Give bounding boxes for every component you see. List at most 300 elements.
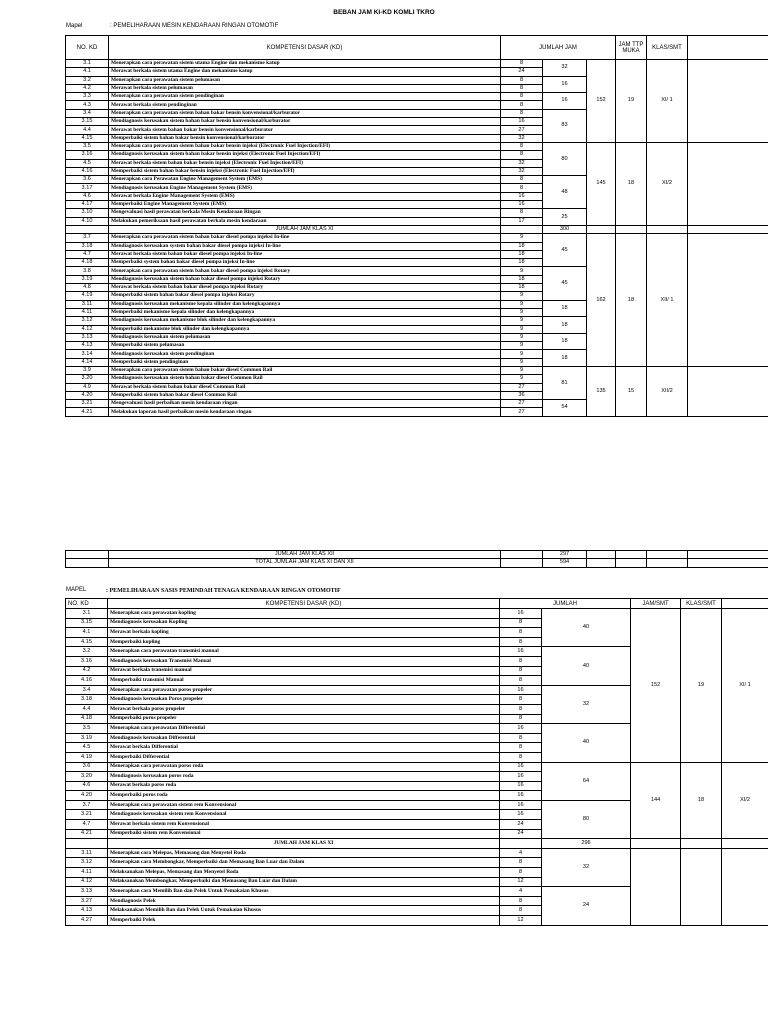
group-hours: 83 <box>543 109 587 142</box>
kd-number: 4.5 <box>66 159 109 167</box>
group-hours: 48 <box>543 176 587 209</box>
mapel-value: : PEMELIHARAAN MESIN KENDARAAN RINGAN OTOMOTIF <box>110 23 279 29</box>
kd-hours: 17 <box>501 217 543 225</box>
kd-description: Menerapkan cara perawatan sistem utama Engine dan mekanisme katup <box>109 60 501 68</box>
kd-hours: 9 <box>501 375 543 383</box>
total-label-klas-xii: JUMLAH JAM KLAS XII <box>109 551 501 559</box>
kd-hours: 18 <box>501 242 543 250</box>
kd-description: Merawat berkala sistem rem Konvensional <box>108 820 500 830</box>
table-row <box>66 60 768 68</box>
subtotal-row <box>66 225 768 233</box>
kd-description: Merawat berkala sistem pendinginan <box>109 101 501 109</box>
subtotal-label: JUMLAH JAM KLAS XI <box>108 839 500 849</box>
kd-description: Memperbaiki mekanisme blok silinder dan kelengkapannya <box>109 325 501 333</box>
ttp-hours: 15 <box>616 366 647 416</box>
kd-hours: 27 <box>501 383 543 391</box>
kd-number: 4.13 <box>66 906 108 916</box>
kd-hours: 24 <box>500 829 542 839</box>
kd-description: Mendiagnosis kerusakan mekanisme kepala silinder dan kelengkapannya <box>109 300 501 308</box>
kd-number: 3.19 <box>66 733 108 743</box>
group-hours: 40 <box>542 724 631 762</box>
kd-hours: 16 <box>500 609 542 619</box>
group-hours: 81 <box>543 366 587 399</box>
kd-description: Menerapkan cara Perawatan Engine Management System (EMS) <box>109 176 501 184</box>
header-kompetensi-dasar-2: KOMPETENSI DASAR (KD) <box>108 599 500 609</box>
kd-hours: 16 <box>500 647 542 657</box>
kd-number: 4.4 <box>66 126 109 134</box>
kd-description: Memperbaiki sistem bahan bakar bensin injeksi (Electronic Fuel Injection/EFI) <box>109 167 501 175</box>
group-hours: 18 <box>543 350 587 367</box>
kd-hours: 9 <box>501 358 543 366</box>
header-jam-ttp-muka: JAM TTP MUKA <box>616 36 647 60</box>
kd-number: 4.21 <box>66 829 108 839</box>
header-no-kd-2: NO. KD <box>66 599 108 609</box>
kd-description: Merawat berkala sistem bahan bakar diesel pompa injeksi Rotary <box>109 284 501 292</box>
kd-hours: 8 <box>500 628 542 638</box>
kd-number: 3.7 <box>66 800 108 810</box>
kd-number: 3.7 <box>66 234 109 242</box>
grand-total-value: 594 <box>543 559 587 567</box>
kd-description: Melakukan laporan hasil perbaikan mesin kendaraan ringan <box>109 408 501 416</box>
kd-description: Merawat berkala transmisi manual <box>108 666 500 676</box>
kd-description: Melaksanakan Memilih Ban dan Pelek Untuk Pemakaian Khusus <box>108 906 500 916</box>
group-hours: 45 <box>543 234 587 267</box>
table-row <box>66 234 768 242</box>
kd-number: 3.18 <box>66 242 109 250</box>
kd-number: 4.14 <box>66 358 109 366</box>
kd-hours: 16 <box>500 724 542 734</box>
header-klas-smt-2: KLAS/SMT <box>681 599 722 609</box>
kd-number: 3.5 <box>66 724 108 734</box>
table-row <box>66 762 768 772</box>
semester-total: 135 <box>587 366 616 416</box>
kd-number: 4.20 <box>66 791 108 801</box>
mapel-label-2: MAPEL <box>66 587 87 593</box>
kd-hours: 9 <box>501 292 543 300</box>
kd-hours: 18 <box>501 250 543 258</box>
kd-description: Memperbaiki sistem rem Konvensional <box>108 829 500 839</box>
kd-description: Memperbaiki sistem bahan bakar diesel Common Rail <box>109 391 501 399</box>
kd-hours: 16 <box>501 192 543 200</box>
kd-description: Mendiagnosis Pelek <box>108 896 500 906</box>
kd-number: 3.20 <box>66 375 109 383</box>
kd-description: Menerapkan cara perawatan poros propeler <box>108 685 500 695</box>
kd-hours: 8 <box>500 896 542 906</box>
header-jumlah-jam: JUMLAH JAM <box>501 36 616 60</box>
kd-description: Merawat berkala kopling <box>108 628 500 638</box>
kd-hours: 8 <box>501 84 543 92</box>
header-empty <box>688 36 768 60</box>
kd-hours: 9 <box>501 308 543 316</box>
kd-number: 4.19 <box>66 292 109 300</box>
kd-number: 3.6 <box>66 176 109 184</box>
kd-description: Menerapkan cara perawatan sistem pelumasan <box>109 76 501 84</box>
kd-table-mesin <box>65 35 768 417</box>
kd-description: Memperbaiki poros propeler <box>108 714 500 724</box>
kd-hours: 9 <box>501 366 543 374</box>
kd-number: 4.6 <box>66 192 109 200</box>
kd-number: 4.20 <box>66 391 109 399</box>
group-hours: 18 <box>543 300 587 317</box>
klas-smt: XI/2 <box>647 142 688 225</box>
kd-number: 4.21 <box>66 408 109 416</box>
kd-number: 3.18 <box>66 695 108 705</box>
kd-hours: 9 <box>501 267 543 275</box>
kd-description: Mendiagnosis kerusakan sistem bahan bakar bensin konvensional/karburator <box>109 118 501 126</box>
group-hours: 32 <box>543 60 587 77</box>
kd-description: Merawat berkala poros roda <box>108 781 500 791</box>
kd-hours: 16 <box>500 762 542 772</box>
kd-description: Mendiagnosis kerusakan Kopling <box>108 618 500 628</box>
kd-number: 3.16 <box>66 151 109 159</box>
group-hours: 32 <box>542 685 631 723</box>
kd-description: Memperbaiki system bahan bakar diesel pompa injeksi In-line <box>109 259 501 267</box>
subtotal-row <box>66 839 768 849</box>
kd-description: Mendiagnosis kerusakan sistem bahan bakar bensin injeksi (Electronic Fuel Injection/EFI) <box>109 151 501 159</box>
kd-hours: 16 <box>500 685 542 695</box>
kd-hours: 16 <box>500 800 542 810</box>
group-hours: 45 <box>543 267 587 300</box>
kd-hours: 8 <box>501 93 543 101</box>
kd-number: 3.3 <box>66 93 109 101</box>
kd-hours: 8 <box>500 676 542 686</box>
kd-description: Mendiagnosis kerusakan poros roda <box>108 772 500 782</box>
mapel-label: Mapel <box>66 23 83 29</box>
kd-number: 3.20 <box>66 772 108 782</box>
kd-description: Mendiagnosis kerusakan sistem pendinginan <box>109 350 501 358</box>
kd-hours: 24 <box>500 820 542 830</box>
kd-description: Merawat berkala sistem pelumasan <box>109 84 501 92</box>
kd-number: 4.16 <box>66 676 108 686</box>
kd-number: 3.14 <box>66 350 109 358</box>
kd-number: 4.4 <box>66 704 108 714</box>
kd-number: 3.13 <box>66 887 108 897</box>
kd-number: 4.2 <box>66 666 108 676</box>
kd-hours: 9 <box>501 350 543 358</box>
kd-description: Mendiagnosis kerusakan Engine Management System (EMS) <box>109 184 501 192</box>
kd-description: Menerapkan cara perawatan Differential <box>108 724 500 734</box>
kd-hours: 32 <box>501 159 543 167</box>
header-kompetensi-dasar: KOMPETENSI DASAR (KD) <box>109 36 501 60</box>
kd-hours: 9 <box>501 317 543 325</box>
kd-hours: 8 <box>501 142 543 150</box>
kd-number: 3.21 <box>66 400 109 408</box>
kd-hours: 16 <box>501 118 543 126</box>
kd-number: 3.27 <box>66 896 108 906</box>
kd-number: 4.12 <box>66 325 109 333</box>
group-hours: 25 <box>543 209 587 226</box>
kd-number: 3.12 <box>66 317 109 325</box>
kd-number: 4.15 <box>66 637 108 647</box>
kd-hours: 8 <box>500 733 542 743</box>
kd-hours: 4 <box>500 848 542 858</box>
kd-hours: 8 <box>501 184 543 192</box>
kd-number: 3.16 <box>66 656 108 666</box>
kd-hours: 8 <box>501 151 543 159</box>
semester-total: 152 <box>631 609 681 763</box>
kd-hours: 9 <box>501 300 543 308</box>
kd-hours: 8 <box>501 209 543 217</box>
kd-hours: 8 <box>500 666 542 676</box>
kd-hours: 9 <box>501 234 543 242</box>
kd-description: Memperbaiki Differential <box>108 752 500 762</box>
semester-total: 144 <box>631 762 681 839</box>
ttp-hours: 18 <box>616 142 647 225</box>
kd-description: Merawat berkala Engine Management System (EMS) <box>109 192 501 200</box>
kd-description: Menerapkan cara perawatan sistem pendinginan <box>109 93 501 101</box>
group-hours: 24 <box>542 887 631 925</box>
group-hours: 80 <box>542 800 631 838</box>
table-row <box>66 848 768 858</box>
header-no-kd: NO. KD <box>66 36 109 60</box>
header-jam-smt-2: JAM/SMT <box>631 599 681 609</box>
kd-description: Mendiagnosis kerusakan sistem bahan bakar diesel Common Rail <box>109 375 501 383</box>
kd-description: Mengevaluasi hasil perawatan berkala Mesin Kendaraan Ringan <box>109 209 501 217</box>
kd-number: 3.15 <box>66 118 109 126</box>
semester-total: 145 <box>587 142 616 225</box>
kd-number: 3.11 <box>66 848 108 858</box>
kd-hours: 9 <box>501 325 543 333</box>
kd-description: Memperbaiki Engine Management System (EMS) <box>109 201 501 209</box>
kd-number: 3.1 <box>66 609 108 619</box>
kd-hours: 36 <box>501 391 543 399</box>
kd-description: Memperbaiki sistem bahan bakar bensin konvensional/karburator <box>109 134 501 142</box>
group-hours: 80 <box>543 142 587 175</box>
kd-description: Menerapkan cara perawatan poros roda <box>108 762 500 772</box>
kd-hours: 27 <box>501 408 543 416</box>
kd-hours: 12 <box>500 916 542 926</box>
kd-hours: 16 <box>500 772 542 782</box>
group-hours: 16 <box>543 76 587 93</box>
kd-number: 4.11 <box>66 868 108 878</box>
kd-description: Mengevaluasi hasil perbaikan mesin kendaraan ringan <box>109 400 501 408</box>
header-empty-2 <box>722 599 768 609</box>
kd-description: Merawat berkala sistem bahan bakar diesel Common Rail <box>109 383 501 391</box>
kd-description: Menerapkan cara Melepas, Memasang dan Menyetel Roda <box>108 848 500 858</box>
kd-description: Memperbaiki kopling <box>108 637 500 647</box>
group-hours: 18 <box>543 333 587 350</box>
header-klas-smt: KLAS/SMT <box>647 36 688 60</box>
kd-hours: 8 <box>500 618 542 628</box>
kd-number: 4.1 <box>66 68 109 76</box>
subtotal-label: JUMLAH JAM KLAS XI <box>109 225 501 233</box>
kd-description: Merawat berkala poros propeler <box>108 704 500 714</box>
table-row <box>66 609 768 619</box>
kd-description: Mendiagnosis kerusakan system bahan bakar diesel pompa injeksi In-line <box>109 242 501 250</box>
kd-hours: 27 <box>501 126 543 134</box>
semester-total: 162 <box>587 234 616 367</box>
kd-number: 3.9 <box>66 366 109 374</box>
kd-description: Menerapkan cara Membongkar, Memperbaiki dan Memasang Ban Luar dan Dalam <box>108 858 500 868</box>
kd-description: Menerapkan cara perawatan sistem bahan bakar diesel pompa injeksi Rotary <box>109 267 501 275</box>
kd-description: Memperbaiki sistem pelumasan <box>109 342 501 350</box>
kd-number: 4.2 <box>66 84 109 92</box>
kd-number: 3.2 <box>66 76 109 84</box>
kd-description: Mendiagnosis kerusakan Transmisi Manual <box>108 656 500 666</box>
group-hours: 18 <box>543 317 587 334</box>
kd-number: 4.1 <box>66 628 108 638</box>
klas-smt: XI/2 <box>722 762 768 839</box>
kd-number: 4.15 <box>66 134 109 142</box>
kd-number: 4.8 <box>66 284 109 292</box>
kd-hours: 16 <box>501 201 543 209</box>
kd-hours: 32 <box>501 167 543 175</box>
grand-total-label: TOTAL JUMLAH JAM KLAS XI DAN XII <box>109 559 501 567</box>
group-hours: 32 <box>542 848 631 886</box>
kd-number: 3.21 <box>66 810 108 820</box>
kd-hours: 32 <box>501 134 543 142</box>
kd-description: Mendiagnosis kerusakan sistem pelumasan <box>109 333 501 341</box>
kd-description: Mendiagnosis kerusakan sistem bahan bakar diesel pompa injeksi Rotary <box>109 275 501 283</box>
kd-number: 3.10 <box>66 209 109 217</box>
kd-number: 3.17 <box>66 184 109 192</box>
kd-description: Memperbaiki Pelek <box>108 916 500 926</box>
kd-number: 3.4 <box>66 685 108 695</box>
table-row <box>66 142 768 150</box>
kd-number: 4.7 <box>66 820 108 830</box>
kd-table-sasis <box>65 598 768 926</box>
kd-description: Melaksanakan Melepas, Memasang dan Menyetel Roda <box>108 868 500 878</box>
kd-hours: 8 <box>500 656 542 666</box>
kd-hours: 8 <box>500 858 542 868</box>
kd-hours: 8 <box>501 176 543 184</box>
kd-hours: 16 <box>500 781 542 791</box>
kd-number: 3.12 <box>66 858 108 868</box>
kd-number: 4.5 <box>66 743 108 753</box>
total-value-klas-xii: 297 <box>543 551 587 559</box>
kd-hours: 8 <box>500 752 542 762</box>
kd-hours: 8 <box>501 60 543 68</box>
ttp-hours: 18 <box>616 234 647 367</box>
kd-description: Memperbaiki mekanisme kepala silinder dan kelengkapannya <box>109 308 501 316</box>
kd-description: Menerapkan cara perawatan sistem bahan bakar diesel Common Rail <box>109 366 501 374</box>
kd-hours: 9 <box>501 342 543 350</box>
kd-number: 4.18 <box>66 259 109 267</box>
kd-number: 4.12 <box>66 877 108 887</box>
kd-description: Menerapkan cara perawatan kopling <box>108 609 500 619</box>
kd-number: 4.16 <box>66 167 109 175</box>
kd-number: 3.15 <box>66 618 108 628</box>
kd-hours: 24 <box>501 68 543 76</box>
kd-number: 4.9 <box>66 383 109 391</box>
kd-hours: 8 <box>500 743 542 753</box>
subtotal-value: 300 <box>543 225 587 233</box>
kd-description: Memperbaiki poros roda <box>108 791 500 801</box>
kd-description: Mendiagnosis kerusakan Differential <box>108 733 500 743</box>
kd-hours: 8 <box>501 109 543 117</box>
kd-description: Menerapkan cara perawatan sistem bahan bakar bensin konvensional/karburator <box>109 109 501 117</box>
kd-hours: 8 <box>501 101 543 109</box>
kd-description: Mendiagnosis kerusakan Poros propeler <box>108 695 500 705</box>
kd-hours: 8 <box>500 695 542 705</box>
kd-description: Menerapkan cara perawatan transmisi manual <box>108 647 500 657</box>
kd-hours: 4 <box>500 887 542 897</box>
summary-table-klas-xii <box>65 550 768 568</box>
kd-description: Memperbaiki transmisi Manual <box>108 676 500 686</box>
kd-description: Merawat berkala sistem bahan bakar bensin injeksi (Electronic Fuel Injection/EFI) <box>109 159 501 167</box>
kd-number: 4.27 <box>66 916 108 926</box>
kd-hours: 8 <box>500 868 542 878</box>
kd-number: 3.2 <box>66 647 108 657</box>
kd-hours: 8 <box>501 76 543 84</box>
kd-description: Merawat berkala sistem bahan bakar bensin konvensional/karburator <box>109 126 501 134</box>
kd-description: Menerapkan cara perawatan sistem rem Konvensional <box>108 800 500 810</box>
ttp-hours: 19 <box>616 60 647 143</box>
kd-number: 3.13 <box>66 333 109 341</box>
kd-hours: 16 <box>500 791 542 801</box>
kd-hours: 12 <box>500 877 542 887</box>
kd-description: Merawat berkala Differential <box>108 743 500 753</box>
kd-description: Merawat berkala sistem utama Engine dan mekanisme katup <box>109 68 501 76</box>
kd-number: 3.19 <box>66 275 109 283</box>
kd-description: Menerapkan cara perawatan sistem bahan bakar diesel pompa injeksi In-line <box>109 234 501 242</box>
kd-number: 4.18 <box>66 714 108 724</box>
kd-hours: 8 <box>500 704 542 714</box>
group-hours: 64 <box>542 762 631 800</box>
mapel-value-2: : PEMELIHARAAN SASIS PEMINDAH TENAGA KENDARAAN RINGAN OTOMOTIF <box>106 588 341 594</box>
jam-smt: 18 <box>681 762 722 839</box>
kd-number: 4.11 <box>66 308 109 316</box>
kd-number: 3.5 <box>66 142 109 150</box>
kd-description: Mendiagnosis kerusakan sistem rem Konvensional <box>108 810 500 820</box>
group-hours: 16 <box>543 93 587 110</box>
kd-description: Memperbaiki sistem pendinginan <box>109 358 501 366</box>
kd-description: Merawat berkala sistem bahan bakar diesel pompa injeksi In-line <box>109 250 501 258</box>
klas-smt: XII/2 <box>647 366 688 416</box>
kd-hours: 27 <box>501 400 543 408</box>
kd-description: Menerapkan cara Memilih Ban dan Pelek Untuk Pemakaian Khusus <box>108 887 500 897</box>
kd-number: 3.4 <box>66 109 109 117</box>
kd-number: 4.6 <box>66 781 108 791</box>
table-row <box>66 366 768 374</box>
kd-number: 4.7 <box>66 250 109 258</box>
kd-description: Menerapkan cara perawatan sistem bahan bakar bensin injeksi (Electronic Fuel Injection/EFI) <box>109 142 501 150</box>
jam-smt: 19 <box>681 609 722 763</box>
kd-number: 4.10 <box>66 217 109 225</box>
kd-hours: 18 <box>501 275 543 283</box>
kd-description: Mendiagnosis kerusakan mekanisme blok silinder dan kelengkapannya <box>109 317 501 325</box>
kd-number: 3.11 <box>66 300 109 308</box>
subtotal-value: 296 <box>542 839 631 849</box>
kd-hours: 18 <box>501 259 543 267</box>
kd-number: 4.19 <box>66 752 108 762</box>
kd-number: 4.3 <box>66 101 109 109</box>
kd-description: Melaksanakan Membongkar, Memperbaiki dan Memasang Ban Luar dan Dalam <box>108 877 500 887</box>
kd-description: Melakukan pemeriksaan hasil perawatan berkala mesin kendaraan <box>109 217 501 225</box>
kd-hours: 9 <box>501 333 543 341</box>
kd-number: 4.13 <box>66 342 109 350</box>
kd-description: Memperbaiki sistem bahan bakar diesel pompa injeksi Rotary <box>109 292 501 300</box>
klas-smt: XI/ 1 <box>647 60 688 143</box>
kd-number: 3.1 <box>66 60 109 68</box>
document-title: BEBAN JAM KI-KD KOMLI TKRO <box>333 9 435 16</box>
group-hours: 54 <box>543 400 587 417</box>
kd-number: 3.6 <box>66 762 108 772</box>
kd-hours: 8 <box>500 714 542 724</box>
klas-smt: XI/ 1 <box>722 609 768 763</box>
header-jumlah-2: JUMLAH <box>500 599 631 609</box>
group-hours: 40 <box>542 647 631 685</box>
kd-hours: 8 <box>500 637 542 647</box>
group-hours: 40 <box>542 609 631 647</box>
kd-hours: 16 <box>500 810 542 820</box>
kd-hours: 18 <box>501 284 543 292</box>
kd-hours: 8 <box>500 906 542 916</box>
kd-number: 3.8 <box>66 267 109 275</box>
kd-number: 4.17 <box>66 201 109 209</box>
semester-total: 152 <box>587 60 616 143</box>
klas-smt: XII/ 1 <box>647 234 688 367</box>
